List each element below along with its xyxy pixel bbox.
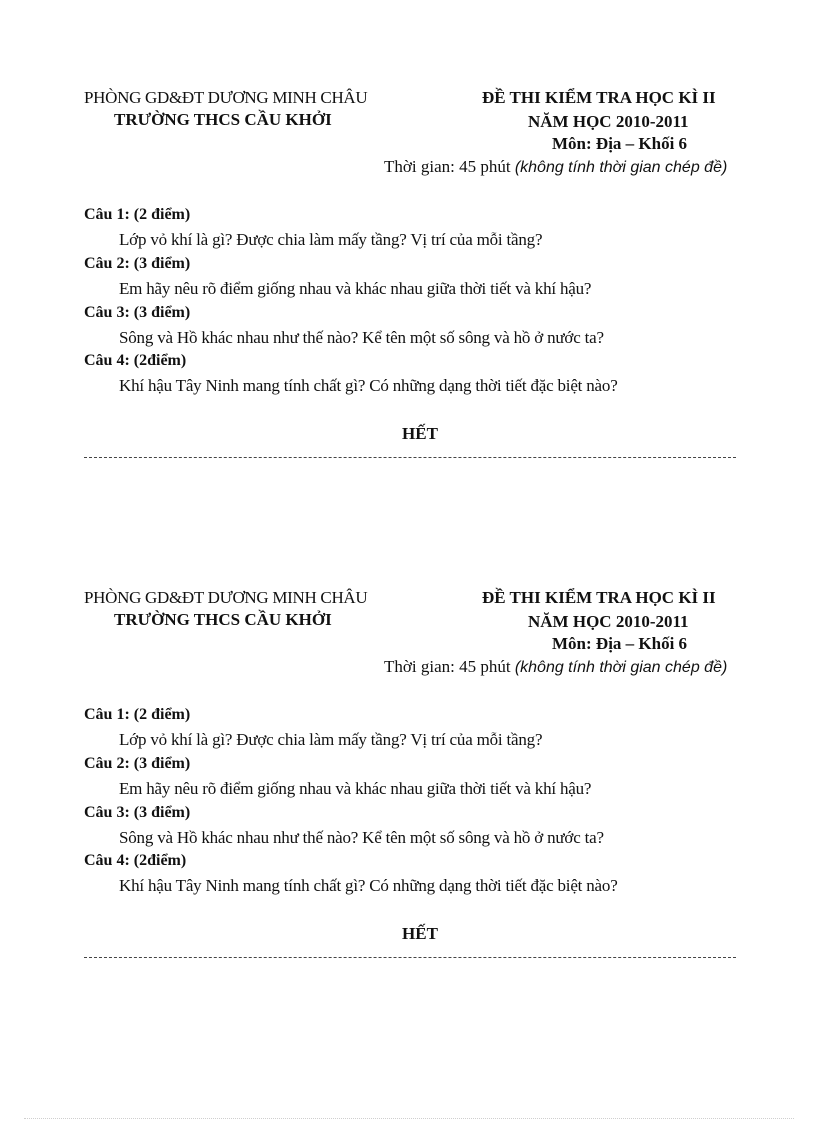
question-label: Câu 3: (3 điểm): [84, 804, 191, 821]
dashed-separator: [84, 457, 736, 458]
question-label: Câu 2: (3 điểm): [84, 755, 191, 772]
exam-title: ĐỀ THI KIỂM TRA HỌC KÌ II: [482, 588, 716, 607]
question-text: Khí hậu Tây Ninh mang tính chất gì? Có những dạng thời tiết đặc biệt nào?: [119, 376, 618, 395]
question-label: Câu 3: (3 điểm): [84, 304, 191, 321]
question-label: Câu 4: (2điểm): [84, 852, 187, 869]
question-label: Câu 2: (3 điểm): [84, 255, 191, 272]
question-text: Sông và Hồ khác nhau như thế nào? Kể tên một số sông và hồ ở nước ta?: [119, 828, 604, 847]
department-name: PHÒNG GD&ĐT DƯƠNG MINH CHÂU: [84, 588, 368, 607]
question-label: Câu 1: (2 điểm): [84, 206, 191, 223]
time-note: (không tính thời gian chép đề): [514, 659, 728, 676]
question-text: Em hãy nêu rõ điểm giống nhau và khác nhau giữa thời tiết và khí hậu?: [119, 279, 592, 298]
subject-line: Môn: Địa – Khối 6: [552, 634, 688, 653]
exam-title: ĐỀ THI KIỂM TRA HỌC KÌ II: [482, 88, 716, 107]
time-line: [384, 657, 727, 677]
question-text: Lớp vỏ khí là gì? Được chia làm mấy tầng? Vị trí của mỗi tầng?: [119, 230, 543, 249]
school-name: TRƯỜNG THCS CẦU KHỞI: [114, 110, 332, 129]
question-label: Câu 4: (2điểm): [84, 352, 187, 369]
question-text: Lớp vỏ khí là gì? Được chia làm mấy tầng? Vị trí của mỗi tầng?: [119, 730, 543, 749]
department-name: PHÒNG GD&ĐT DƯƠNG MINH CHÂU: [84, 88, 368, 107]
school-year: NĂM HỌC 2010-2011: [528, 112, 689, 131]
question-text: Em hãy nêu rõ điểm giống nhau và khác nhau giữa thời tiết và khí hậu?: [119, 779, 592, 798]
end-marker: HẾT: [402, 924, 438, 943]
question-text: Sông và Hồ khác nhau như thế nào? Kể tên một số sông và hồ ở nước ta?: [119, 328, 604, 347]
exam-copy-2: [0, 588, 816, 968]
subject-line: Môn: Địa – Khối 6: [552, 134, 688, 153]
time-label: Thời gian: 45 phút: [384, 657, 511, 676]
exam-copy-1: [0, 88, 816, 468]
end-marker: HẾT: [402, 424, 438, 443]
dashed-separator: [84, 957, 736, 958]
time-line: [384, 157, 727, 177]
page-bottom-edge: [24, 1118, 794, 1119]
school-year: NĂM HỌC 2010-2011: [528, 612, 689, 631]
question-text: Khí hậu Tây Ninh mang tính chất gì? Có những dạng thời tiết đặc biệt nào?: [119, 876, 618, 895]
question-label: Câu 1: (2 điểm): [84, 706, 191, 723]
time-label: Thời gian: 45 phút: [384, 157, 511, 176]
time-note: (không tính thời gian chép đề): [514, 159, 728, 176]
school-name: TRƯỜNG THCS CẦU KHỞI: [114, 610, 332, 629]
